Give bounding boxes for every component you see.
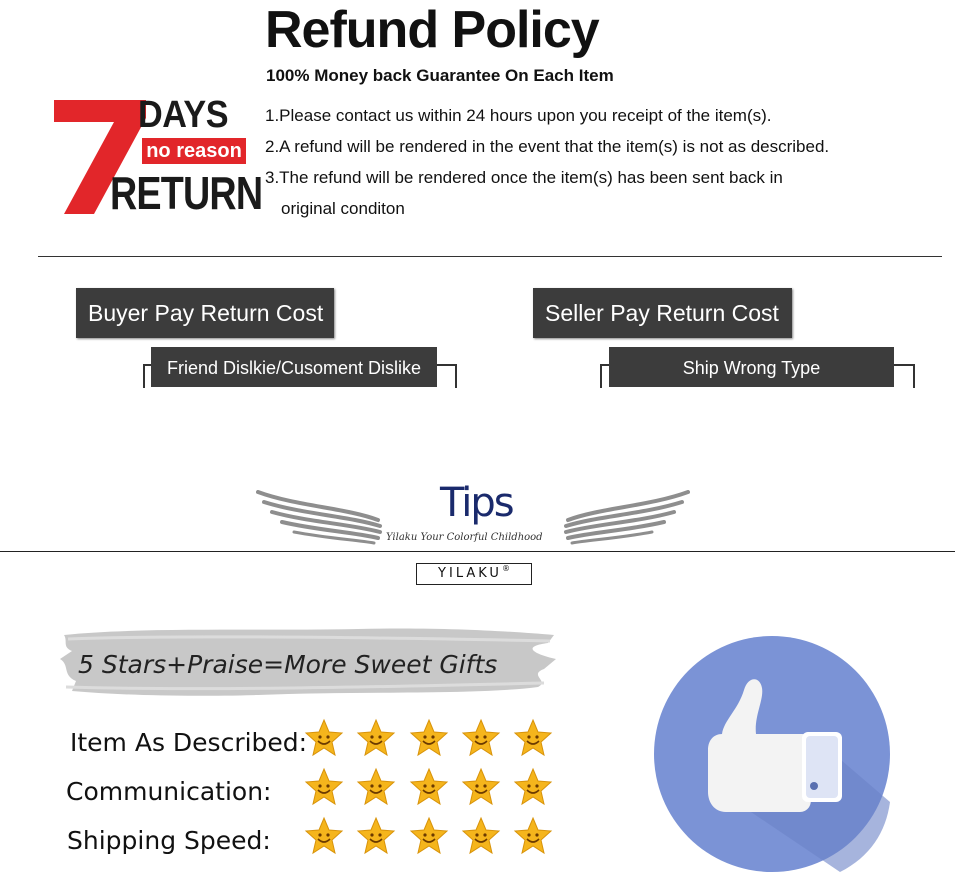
thumbs-up-icon <box>650 632 895 877</box>
brand-logo <box>416 563 532 585</box>
star-icon <box>513 767 553 807</box>
buyer-reason-tab: Friend Dislkie/Cusoment Dislike <box>151 347 437 387</box>
star-icon <box>304 816 344 856</box>
buyer-pay-return-cost: Buyer Pay Return Cost <box>76 288 334 338</box>
star-icon <box>409 718 449 758</box>
guarantee-subtitle: 100% Money back Guarantee On Each Item <box>266 66 614 85</box>
left-wing-icon <box>256 490 386 550</box>
registered-mark: ® <box>501 564 510 573</box>
page-title: Refund Policy <box>265 1 599 59</box>
policy-item: original conditon <box>281 199 405 218</box>
seller-reason-tab: Ship Wrong Type <box>609 347 894 387</box>
policy-item: 1.Please contact us within 24 hours upon you receipt of the item(s). <box>265 106 772 125</box>
rating-label: Item As Described: <box>70 728 308 757</box>
star-icon <box>356 767 396 807</box>
policy-item: 2.A refund will be rendered in the event that the item(s) is not as described. <box>265 137 830 156</box>
divider <box>38 256 942 257</box>
star-icon <box>513 816 553 856</box>
star-icon <box>461 816 501 856</box>
star-icon <box>409 767 449 807</box>
star-icon <box>461 718 501 758</box>
star-icon <box>461 767 501 807</box>
brand-name: YILAKU <box>438 566 502 581</box>
star-icon <box>304 718 344 758</box>
star-icon <box>356 816 396 856</box>
star-icon <box>409 816 449 856</box>
tips-tagline: Yilaku Your Colorful Childhood <box>386 532 543 543</box>
star-icon <box>513 718 553 758</box>
tips-divider <box>0 551 955 552</box>
return-word: RETURN <box>110 167 263 219</box>
tips-title: Tips <box>440 480 513 526</box>
seller-pay-return-cost: Seller Pay Return Cost <box>533 288 792 338</box>
praise-banner-text: 5 Stars+Praise=More Sweet Gifts <box>78 650 498 679</box>
days-word: DAYS <box>138 94 229 136</box>
policy-list <box>265 100 905 224</box>
star-icon <box>356 718 396 758</box>
rating-label: Communication: <box>66 777 272 806</box>
rating-label: Shipping Speed: <box>67 826 271 855</box>
right-wing-icon <box>560 490 690 550</box>
policy-item: 3.The refund will be rendered once the item(s) has been sent back in <box>265 168 783 187</box>
no-reason-badge: no reason <box>142 138 246 164</box>
star-icon <box>304 767 344 807</box>
